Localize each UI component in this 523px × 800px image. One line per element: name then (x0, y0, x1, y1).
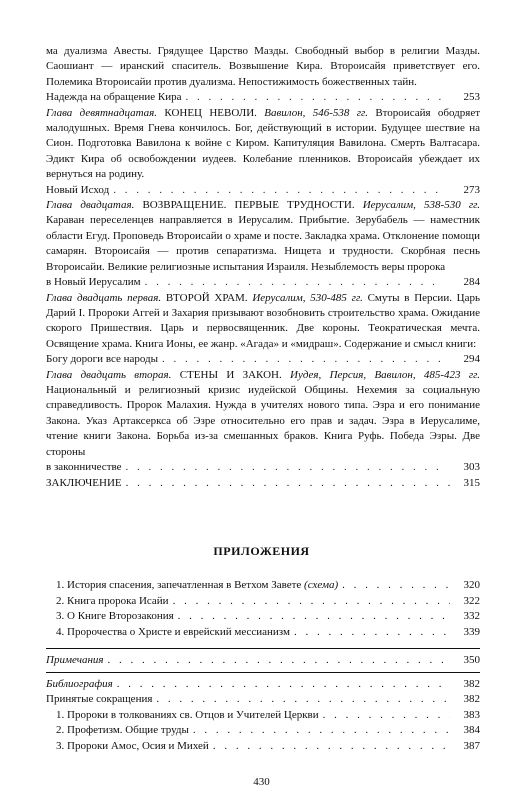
appendix-item: 2. Книга пророка Исайи . . . 322 (46, 594, 480, 610)
conclusion-page-number: 315 (463, 477, 480, 490)
divider (46, 648, 480, 649)
entry-last-line: в Новый Иерусалим (46, 276, 141, 289)
chapter-label: Глава девятнадцатая. (46, 106, 158, 119)
bibliography-page-number: 382 (463, 677, 480, 690)
chapter-place: Иудея, Персия, Вавилон, 485-423 гг. (290, 368, 481, 381)
entry-page-number: 273 (463, 183, 480, 196)
bibliography-item-page-number: 387 (463, 739, 480, 752)
table-of-contents (46, 44, 480, 491)
chapter-label: Глава двадцать первая. (46, 291, 162, 304)
appendix-page-number: 339 (463, 625, 480, 638)
divider (46, 672, 480, 673)
appendix-item: 4. Пророчества о Христе и еврейский мессианизм . . . 339 (46, 625, 480, 641)
abbreviations-entry: Принятые сокращения . . . 382 (46, 692, 480, 708)
chapter-label: Глава двадцатая. (46, 199, 135, 212)
chapter-title: ВТОРОЙ ХРАМ. (165, 291, 248, 304)
toc-entry-chapter-20 (46, 198, 480, 290)
notes-entry: Примечания . . . 350 (46, 653, 480, 669)
appendix-page-number: 332 (463, 610, 480, 622)
bibliography-item-page-number: 383 (463, 708, 480, 721)
page-number: 430 (253, 776, 270, 788)
appendix-list (46, 578, 480, 640)
entry-last-line: Новый Исход (46, 183, 110, 196)
chapter-title: КОНЕЦ НЕВОЛИ. (164, 106, 257, 119)
back-matter-list (46, 645, 480, 754)
entry-body: Национальный и религиозный кризис иудейской Общины. Нехемия за социальную справедливость. Пророк Малахия. Нужда в учителях нового типа. Эзра и его понимание Закона. Указ Артаксеркса об Эзре относительно его прав и задач. Эзра в Иерусалиме, чтение книги Закона. Борьба из-за смешанных браков. Книга Руфь. Победа Эзры. Две стороны (46, 383, 480, 458)
bibliography-entry: Библиография . . . 382 (46, 677, 480, 693)
entry-body: Караван переселенцев направляется в Иерусалим. Прибытие. Зерубабель — наместник области Егуд. Проповедь Второисайи о храме и посте. Закладка храма. Отклонение помощи самарян. Второисайя — против сепаратизма. Нищета и трудности. Скорбная песнь Второисайи. Великие религиозные испытания Израиля. Незыблемость веры пророка (46, 214, 480, 273)
appendix-page-number: 322 (463, 594, 480, 607)
notes-page-number: 350 (463, 654, 480, 666)
appendix-item: 1. История спасения, запечатленная в Ветхом Завете (схема) . . . 320 (46, 578, 480, 594)
entry-body: ма дуализма Авесты. Грядущее Царство Мазды. Свободный выбор в религии Мазды. Саошиант — иранский спаситель. Возвышение Кира. Второисайя приветствует его. Полемика Второисайи против дуализма. Непостижимость божественных тайн. (46, 45, 480, 88)
toc-entry-chapter-19 (46, 106, 480, 198)
bibliography-item: 3. Пророки Амос, Осия и Михей . . . 387 (46, 739, 480, 755)
chapter-title: СТЕНЫ И ЗАКОН. (179, 368, 282, 381)
entry-body: Второисайя ободряет малодушных. Время Гнева кончилось. Бог, действующий в истории. Будущее шествие на Сион. Подготовка Вавилона к войне с Киром. Капитуляция Вавилона. Смерть Валтасара. Эдикт Кира об освобождении иудеев. Колебание пленников. Второисайя убеждает их вернуться на родину. (46, 106, 481, 181)
bibliography-item: 1. Пророки в толкованиях св. Отцов и Учителей Церкви . . . 383 (46, 708, 480, 724)
chapter-place: Иерусалим, 538-530 гг. (362, 199, 481, 212)
toc-entry-chapter-22 (46, 368, 480, 476)
appendix-heading: ПРИЛОЖЕНИЯ (213, 544, 310, 558)
abbreviations-page-number: 382 (463, 693, 480, 705)
conclusion-label: ЗАКЛЮЧЕНИЕ (46, 477, 122, 490)
toc-entry-chapter-21 (46, 291, 480, 368)
chapter-place: Иерусалим, 530-485 гг. (252, 291, 363, 304)
chapter-title: ВОЗВРАЩЕНИЕ. ПЕРВЫЕ ТРУДНОСТИ. (142, 199, 355, 212)
appendix-item: 3. О Книге Второзакония . . . 332 (46, 609, 480, 625)
chapter-place: Вавилон, 546-538 гг. (264, 106, 368, 119)
bibliography-item: 2. Профетизм. Общие труды . . . 384 (46, 723, 480, 739)
entry-last-line: в законничестве (46, 460, 122, 473)
entry-body: Смуты в Персии. Царь Дарий I. Пророки Аггей и Захария призывают возобновить строительство храма. Ожидание скорого Пришествия. Царь и первосвященник. Две короны. Теократическая мечта. Освящение храма. Книга Ионы, ее жанр. «Агада» и «мидраш». Содержание и смысл книги: (46, 291, 481, 350)
bibliography-item-page-number: 384 (463, 724, 480, 736)
entry-page-number: 294 (463, 353, 480, 366)
toc-entry-chapter-19-tail (46, 44, 480, 106)
entry-page-number: 253 (463, 91, 480, 104)
entry-last-line: Богу дороги все народы (46, 353, 159, 366)
chapter-label: Глава двадцать вторая. (46, 368, 172, 381)
entry-page-number: 284 (463, 276, 480, 289)
entry-last-line: Надежда на обращение Кира (46, 91, 182, 104)
appendix-page-number: 320 (463, 579, 480, 591)
toc-entry-conclusion (46, 476, 480, 491)
entry-page-number: 303 (463, 460, 480, 473)
